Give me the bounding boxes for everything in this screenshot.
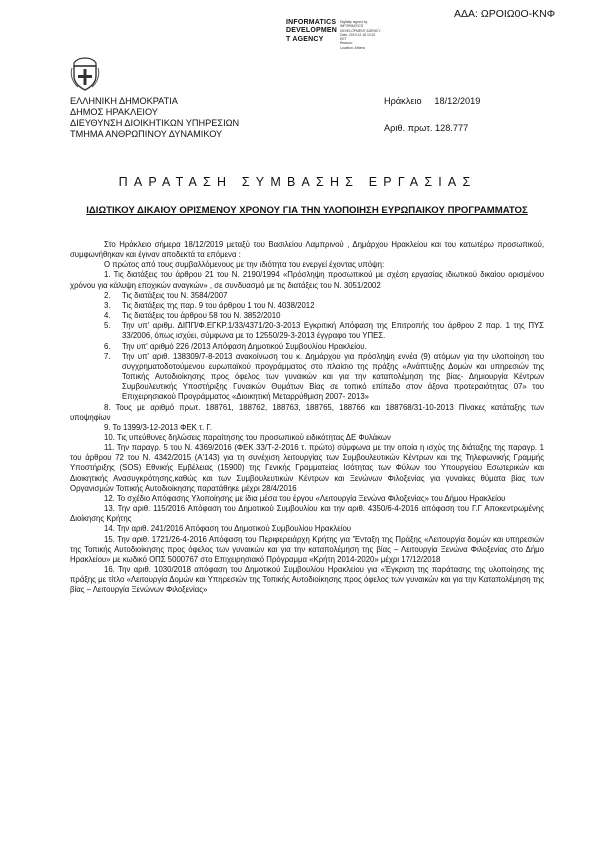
item-text: Την αριθ. 1030/2018 απόφαση του Δημοτικού Συμβουλίου Ηρακλείου για «Έγκριση της παράτασης της υλοποίησης της πράξης με τίτλο «Λειτουργία Δομών και Υπηρεσιών της Τοπικής Αυτοδιοίκησης προς όφελος των γυναικών και για την Καταπολέμηση της βίας – Λειτουργία Ξενώνων Φιλοξενίας»	[70, 565, 544, 595]
item-text: Την αριθ. 1721/26-4-2016 Απόφαση του Περιφερειάρχη Κρήτης για 'Ένταξη της Πράξης «Λειτουργία δομών και υπηρεσιών της Τοπικής Αυτοδιοίκησης προς όφελος των γυναικών και για την καταπολέμηση της βίας – Λειτουργία Ξενώνα Φιλοξενίας στο Δήμο Ηρακλείου» με κωδικό ΟΠΣ 5000767 στο Επιχειρησιακό Πρόγραμμα «Κρήτη 2014-2020» μέχρι 17/12/2018	[70, 534, 545, 564]
item-number: 1.	[104, 270, 111, 280]
item-text: Την υπ' αριθμ. ΔΙΠΠ/Φ.ΕΓΚΡ.1/33/4371/20-3-2013 Εγκριτική Απόφαση της Επιτροπής του άρθρου 2 παρ. 1 της ΠΥΣ 33/2006, όπως ισχύει, σύμφωνα με το 12550/29-3-2013 έγγραφο του ΥΠΕΣ.	[122, 321, 544, 341]
logo-line: DEVELOPMEN	[286, 27, 338, 35]
list-item	[70, 291, 544, 301]
item-number: 8.	[104, 402, 111, 412]
signature-line: INFORMATICS	[340, 24, 364, 29]
item-text: Την υπ' αριθμό 226 /2013 Απόφαση Δημοτικού Συμβουλίου Ηρακλείου.	[122, 341, 367, 351]
issuer-header	[70, 96, 239, 140]
header-line: ΤΜΗΜΑ ΑΝΘΡΩΠΙΝΟΥ ΔΥΝΑΜΙΚΟΥ	[70, 129, 223, 139]
header-line: ΔΗΜΟΣ ΗΡΑΚΛΕΙΟΥ	[70, 107, 158, 117]
header-line: ΔΙΕΥΘΥΝΣΗ ΔΙΟΙΚΗΤΙΚΩΝ ΥΠΗΡΕΣΙΩΝ	[70, 118, 240, 128]
place: Ηράκλειο	[384, 96, 422, 106]
intro-paragraph-2: Ο πρώτος από τους συμβαλλόμενους με την ιδιότητα του ενεργεί έχοντας υπόψη:	[104, 260, 385, 270]
item-text: Τις διατάξεις της παρ. 9 του άρθρου 1 του Ν. 4038/2012	[122, 300, 315, 310]
signature-line: Digitally signed by	[340, 20, 368, 24]
protocol-line	[384, 123, 468, 134]
logo-line: T AGENCY	[286, 35, 324, 43]
document-subtitle: ΙΔΙΩΤΙΚΟΥ ΔΙΚΑΙΟΥ ΟΡΙΣΜΕΝΟΥ ΧΡΟΝΟΥ ΓΙΑ ΤΗΝ ΥΛΟΠΟΙΗΣΗ ΕΥΡΩΠΑΙΚΟΥ ΠΡΟΓΡΑΜΜΑΤΟΣ	[86, 205, 528, 216]
item-number: 4.	[104, 311, 111, 321]
list-item	[70, 301, 544, 311]
item-number: 16.	[104, 565, 115, 574]
list-item	[70, 565, 544, 595]
list-item	[70, 321, 544, 341]
list-item	[70, 352, 544, 403]
logo-line: INFORMATICS	[286, 19, 337, 26]
item-number: 12.	[104, 493, 115, 503]
item-number: 13.	[104, 504, 115, 514]
signature-line: Reason:	[340, 41, 353, 46]
list-item	[70, 443, 544, 494]
signature-line: Date: 2019.12.18 10:22	[340, 32, 376, 37]
item-text: Τις διατάξεις του άρθρου 21 του Ν. 2190/1994 «Πρόσληψη προσωπικού με σχέση εργασίας ιδιωτικού δικαίου ορισμένου χρόνου για κάλυψη εποχικών αναγκών» , σε συνδυασμό με τις διατάξεις του Ν. 3051/2002	[70, 270, 544, 290]
item-number: 10.	[104, 432, 115, 442]
intro-paragraph: Στο Ηράκλειο σήμερα 18/12/2019 μεταξύ του Βασιλείου Λαμπρινού , Δημάρχου Ηρακλείου και του κατωτέρω προσωπικού, συμφωνήθηκαν και έγιναν αποδεκτά τα επόμενα :	[70, 240, 544, 260]
item-number: 15.	[104, 534, 115, 544]
list-item	[70, 342, 544, 352]
document-title: ΠΑΡΑΤΑΣΗ ΣΥΜΒΑΣΗΣ ΕΡΓΑΣΙΑΣ	[118, 175, 477, 189]
greek-coat-of-arms-icon	[70, 56, 100, 92]
item-text: Τις υπεύθυνες δηλώσεις παραίτησης του προσωπικού ειδικότητας ΔΕ Φυλάκων	[116, 432, 391, 442]
item-number: 6.	[104, 341, 111, 351]
item-number: 14.	[104, 524, 115, 534]
list-item	[70, 433, 544, 443]
item-number: 7.	[104, 351, 111, 361]
item-number: 11.	[104, 443, 115, 453]
list-item	[70, 524, 544, 534]
date-line	[384, 96, 480, 107]
ada-code: ΑΔΑ: ΩΡΟΙΩ0Ο-ΚΝΦ	[454, 8, 556, 20]
item-text: Την υπ' αριθ. 138309/7-8-2013 ανακοίνωση του κ. Δημάρχου για πρόσληψη εννέα (9) ατόμων για την υλοποίηση του συγχρηματοδοτούμενου ευρωπαϊκού προγράμματος στο πλαίσιο της πράξης «Ανάπτυξης Δομών και υπηρεσιών της Τοπικής Αυτοδιοίκησης προς όφελος των γυναικών και για την καταπολέμηση της βίας- Δημιουργία Κέντρων Συμβουλευτικής Υποστήριξης Γυναικών Θυμάτων Βίας σε τοπικό επίπεδο στον άξονα προτεραιότητας 07» του Επιχειρησιακού Προγράμματος «Διοικητική Μεταρρύθμιση 2007- 2013»	[122, 351, 544, 402]
item-text: Τις διατάξεις του Ν. 3584/2007	[122, 290, 228, 300]
list-item	[70, 270, 544, 290]
considerations-list	[70, 270, 544, 595]
item-text: Το 1399/3-12-2013 ΦΕΚ τ. Γ.	[112, 422, 212, 432]
item-number: 5.	[104, 321, 111, 331]
list-item	[70, 504, 544, 524]
item-number: 9.	[104, 422, 111, 432]
list-item	[70, 311, 544, 321]
list-item	[70, 403, 544, 423]
item-text: Την αριθ. 241/2016 Απόφαση του Δημοτικού Συμβουλίου Ηρακλείου	[116, 524, 352, 534]
item-text: Τους με αριθμό πρωτ. 188761, 188762, 188763, 188765, 188766 και 188768/31-10-2013 Πίνακες κατάταξης των υποψηφίων	[70, 402, 544, 422]
document-body	[70, 240, 544, 595]
signature-line: Location: Athens	[340, 45, 366, 50]
item-number: 2.	[104, 290, 111, 300]
date: 18/12/2019	[434, 96, 481, 106]
list-item	[70, 423, 544, 433]
signature-line: DEVELOPMENT AGENCY	[340, 28, 381, 33]
protocol-number: 128.777	[434, 123, 469, 133]
header-line: ΕΛΛΗΝΙΚΗ ΔΗΜΟΚΡΑΤΙΑ	[70, 96, 178, 106]
item-text: Τις διατάξεις του άρθρου 58 του Ν. 3852/2010	[122, 311, 281, 321]
item-text: Την αριθ. 115/2016 Απόφαση του Δημοτικού Συμβουλίου και την αριθ. 4350/6-4-2016 απόφαση του Γ.Γ Αποκεντρωμένης Διοίκησης Κρήτης	[70, 504, 544, 524]
protocol-label: Αριθ. πρωτ.	[384, 123, 433, 133]
digital-signature-block	[340, 20, 381, 50]
item-text: Το σχέδιο Απόφασης Υλοποίησης με ίδια μέσα του έργου «Λειτουργία Ξενώνα Φιλοξενίας» του Δήμου Ηρακλείου	[116, 493, 506, 503]
informatics-agency-logo	[286, 19, 337, 44]
list-item	[70, 535, 544, 565]
list-item	[70, 494, 544, 504]
item-number: 3.	[104, 300, 111, 310]
signature-line: EET	[340, 37, 347, 42]
item-text: Την παραγρ. 5 του Ν. 4369/2016 (ΦΕΚ 33/Τ-2-2016 τ. πρώτο) σύμφωνα με την οποία η ισχύς της διάταξης της παραγρ. 1 του άρθρου 72 του Ν. 4342/2015 (Α'143) για τη συνέχιση λειτουργίας των Συμβουλευτικών Κέντρων και της Τηλεφωνικής Γραμμής Υποστήριξης (SOS) Εθνικής Εμβέλειας (15900) της Γενικής Γραμματείας Ισότητας των Φύλων του Υπουργείου Εσωτερικών και Διοικητικής Ανασυγκρότησης,καθώς και των Συμβουλευτικών Κέντρων και Ξενώνων Φιλοξενίας για γυναίκες θύματα βίας των Οργανισμών Τοπικής Αυτοδιοίκησης παρατάθηκε μέχρι 28/4/2016	[70, 443, 544, 493]
